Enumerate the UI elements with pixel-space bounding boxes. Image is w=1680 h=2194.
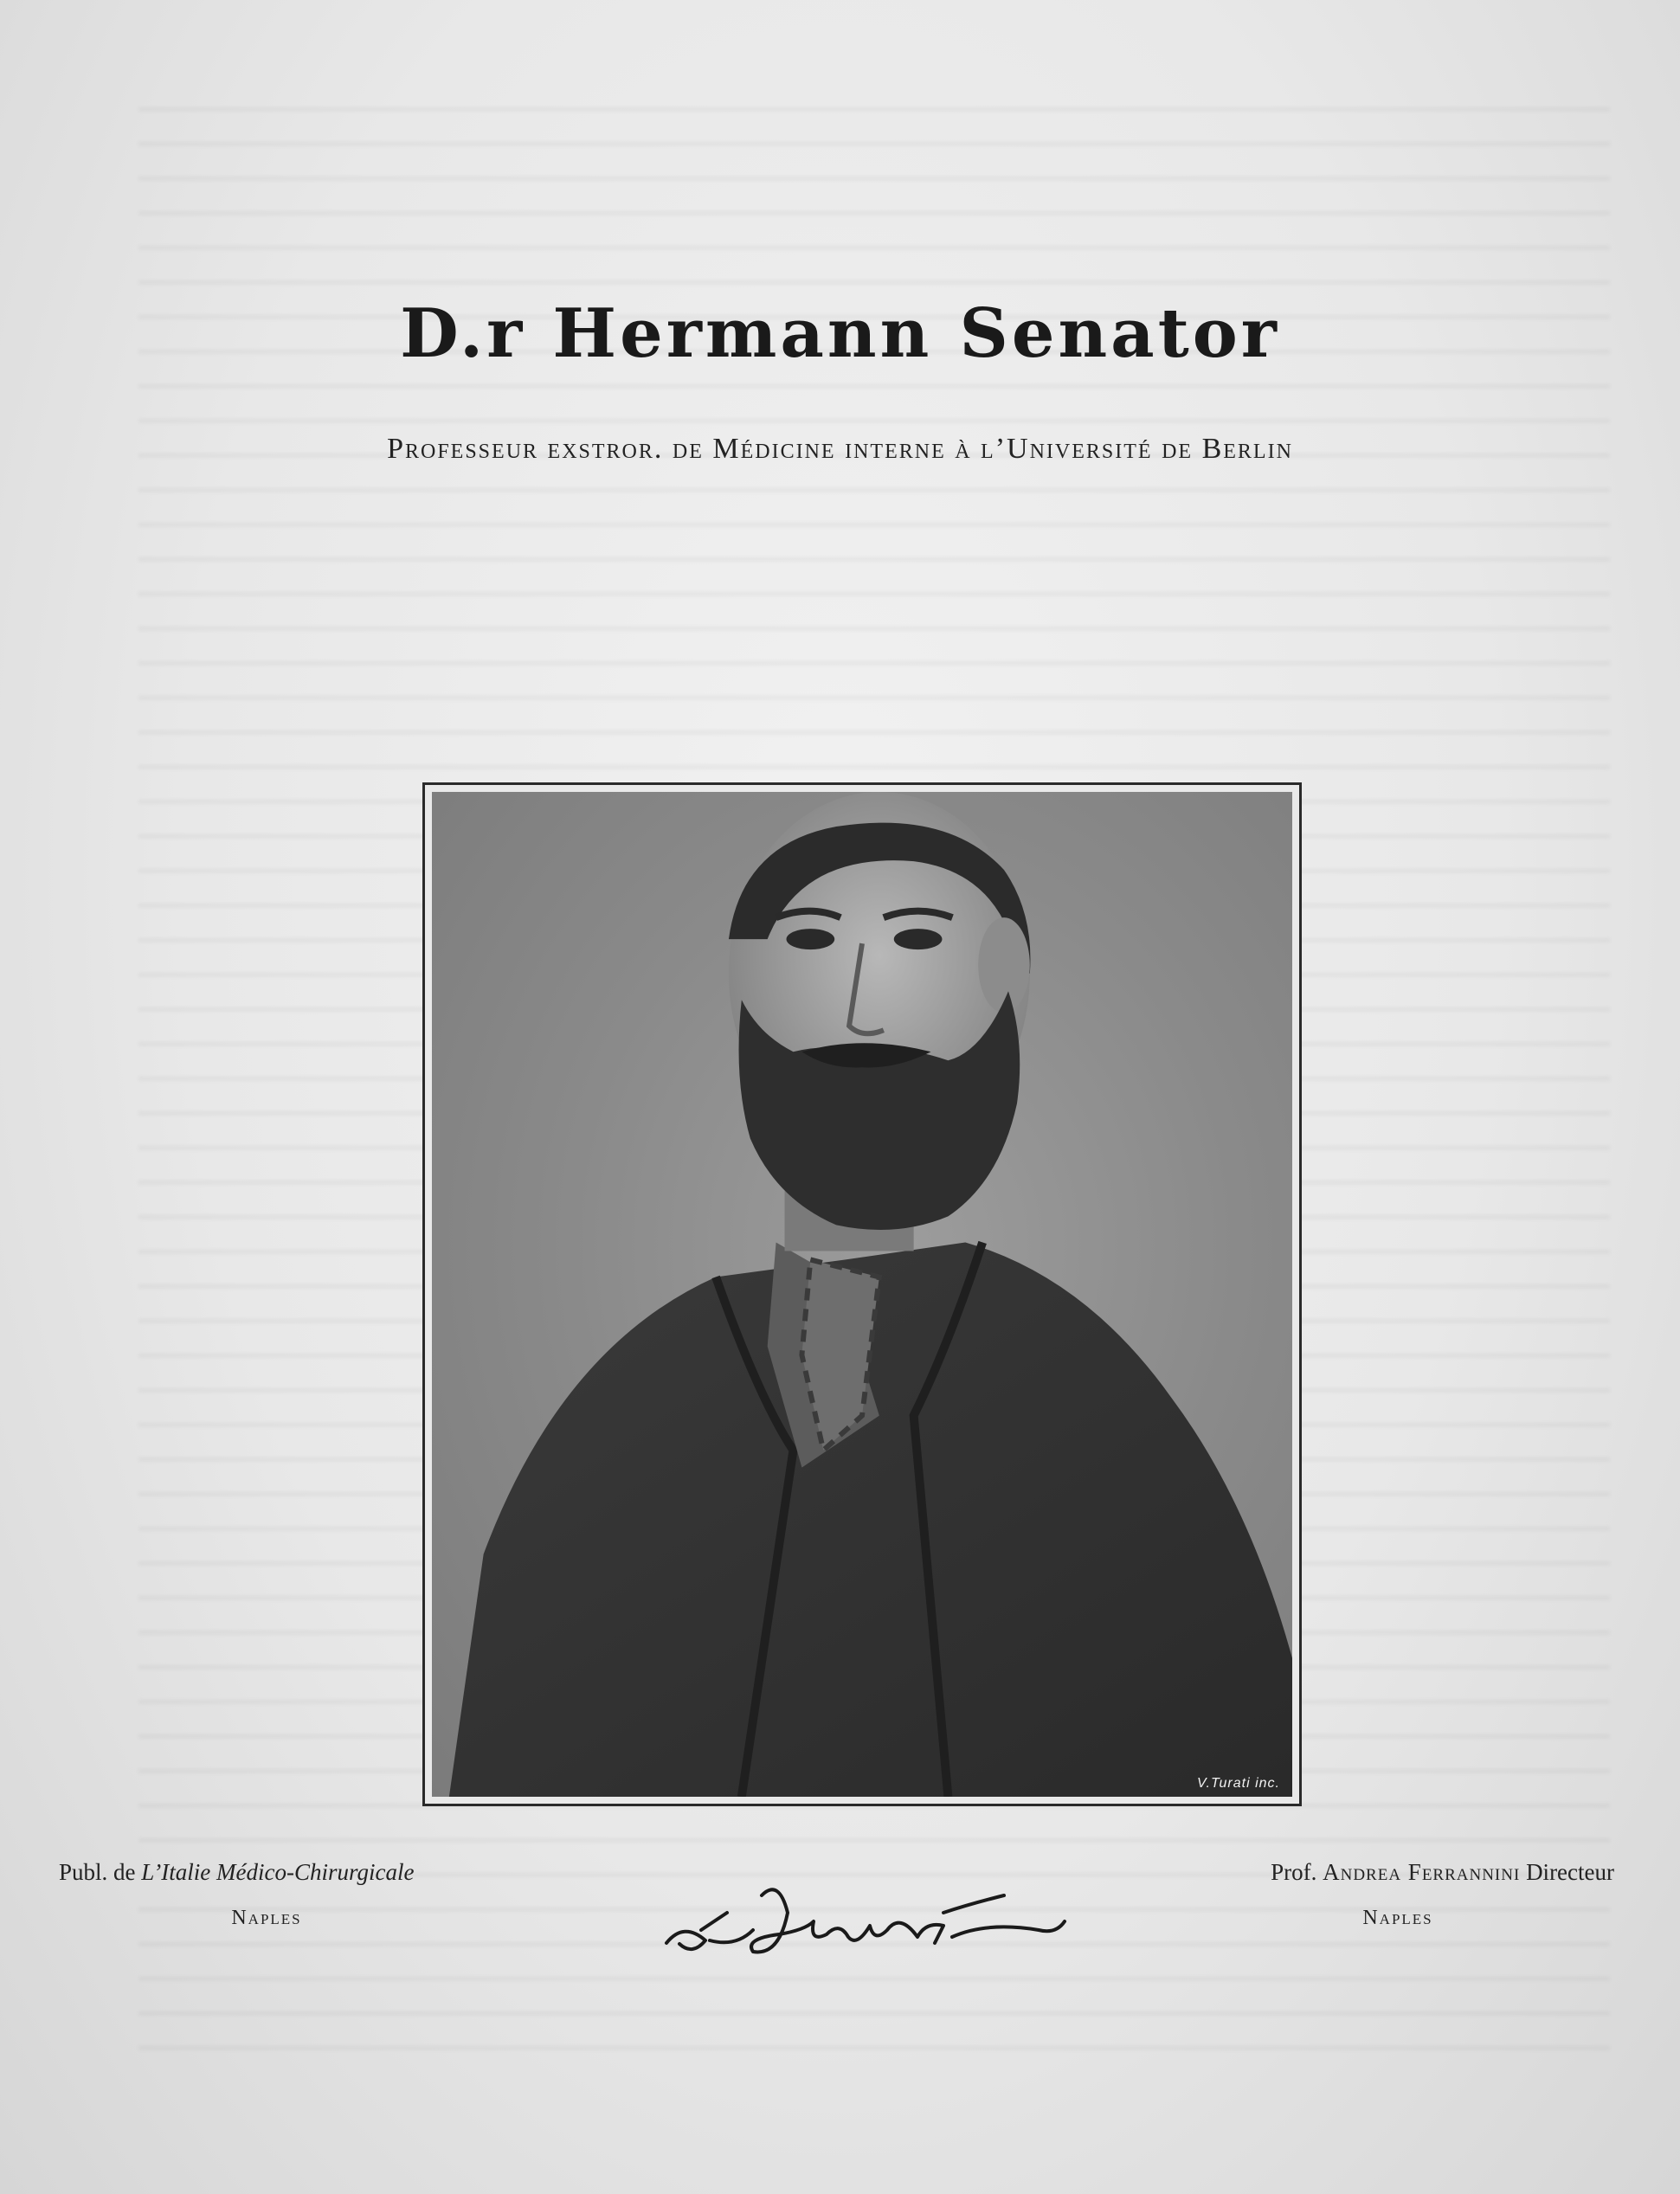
publisher-block [59,1859,526,1930]
signature-image [658,1861,1073,1973]
publication-name: L’Italie Médico-Chirurgicale [141,1859,415,1885]
director-block [1130,1859,1614,1930]
portrait-illustration [432,792,1292,1797]
page-title: D.r Hermann Senator [400,294,1280,373]
director-line [1130,1859,1614,1886]
director-name: Andrea Ferrannini [1323,1859,1521,1885]
director-prefix: Prof. [1271,1859,1317,1885]
publisher-prefix: Publ. de [59,1859,136,1885]
director-role: Directeur [1526,1859,1614,1885]
publisher-city: Naples [231,1907,302,1929]
engraver-credit: V.Turati inc. [1197,1776,1280,1791]
right-eye [894,929,943,949]
left-eye [787,929,835,949]
publisher-line [59,1859,526,1886]
ear-shape [978,917,1030,1013]
page-subtitle: Professeur exstror. de Médicine interne à l’Université de Berlin [387,433,1293,465]
director-city: Naples [1362,1907,1433,1929]
portrait-frame [422,782,1302,1806]
portrait-photo [432,792,1292,1797]
